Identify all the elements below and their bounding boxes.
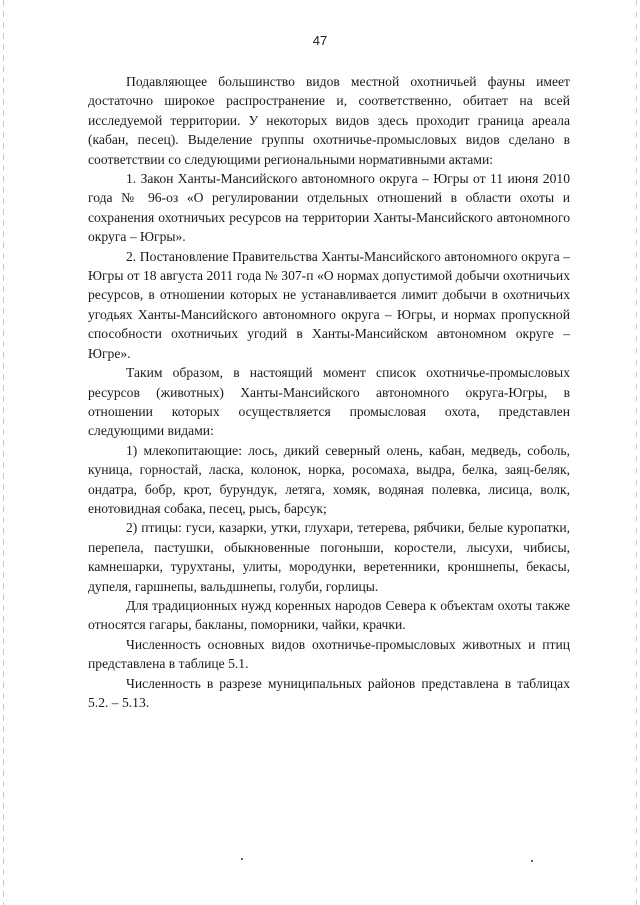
paragraph-law-2: 2. Постановление Правительства Ханты-Мансийского автономного округа – Югры от 18 августа 2011 года № 307-п «О нормах допустимой добычи охотничьих ресурсов, в отношении которых не устанавливается лимит добычи в охотничьих угодьях Ханты-Мансийского автономного округа – Югры, и нормах пропускной способности охотничьих угодий в Ханты-Мансийском автономном округе – Югре». — [88, 248, 570, 361]
paragraph-table-reference: Численность основных видов охотничье-промысловых животных и птиц представлена в таблице 5.1. — [88, 636, 570, 672]
paragraph-law-1: 1. Закон Ханты-Мансийского автономного округа – Югры от 11 июня 2010 года № 96-оз «О регулировании отдельных отношений в области охоты и сохранения охотничьих ресурсов на территории Ханты-Мансийского автономного округа – Югры». — [88, 171, 570, 245]
page-number: 47 — [312, 33, 328, 48]
list-item-birds: 2) птицы: гуси, казарки, утки, глухари, тетерева, рябчики, белые куропатки, перепела, пастушки, обыкновенные погоныши, коростели, лысухи, чибисы, камнешарки, турухтаны, улиты, мородунки, веретенники, кроншнепы, бекасы, дупеля, гаршнепы, вальдшнепы, голуби, горлицы. — [88, 520, 570, 594]
scan-edge-right — [636, 0, 637, 905]
body-text — [88, 72, 570, 712]
paragraph-intro: Подавляющее большинство видов местной охотничьей фауны имеет достаточно широкое распространение и, соответственно, обитает на всей исследуемой территории. У некоторых видов здесь проходит граница ареала (кабан, песец). Выделение группы охотничье-промысловых видов сделано в соответствии со следующими региональными нормативными актами: — [88, 74, 570, 167]
paragraph-species-list-intro: Таким образом, в настоящий момент список охотничье-промысловых ресурсов (животных) Ханты-Мансийского автономного округа-Югры, в отношении которых осуществляется промысловая охота, представлен следующими видами: — [88, 365, 570, 439]
list-item-mammals: 1) млекопитающие: лось, дикий северный олень, кабан, медведь, соболь, куница, горностай, ласка, колонок, норка, росомаха, выдра, белка, заяц-беляк, ондатра, бобр, крот, бурундук, летяга, хомяк, водяная полевка, лисица, волк, енотовидная собака, песец, рысь, барсук; — [88, 442, 570, 516]
paragraph-municipal-tables: Численность в разрезе муниципальных районов представлена в таблицах 5.2. – 5.13. — [88, 675, 570, 710]
scan-speck — [241, 858, 243, 860]
paragraph-traditional-needs: Для традиционных нужд коренных народов Севера к объектам охоты также относятся гагары, бакланы, поморники, чайки, крачки. — [88, 597, 570, 633]
scan-speck — [531, 860, 533, 862]
scan-edge-left — [3, 0, 4, 905]
